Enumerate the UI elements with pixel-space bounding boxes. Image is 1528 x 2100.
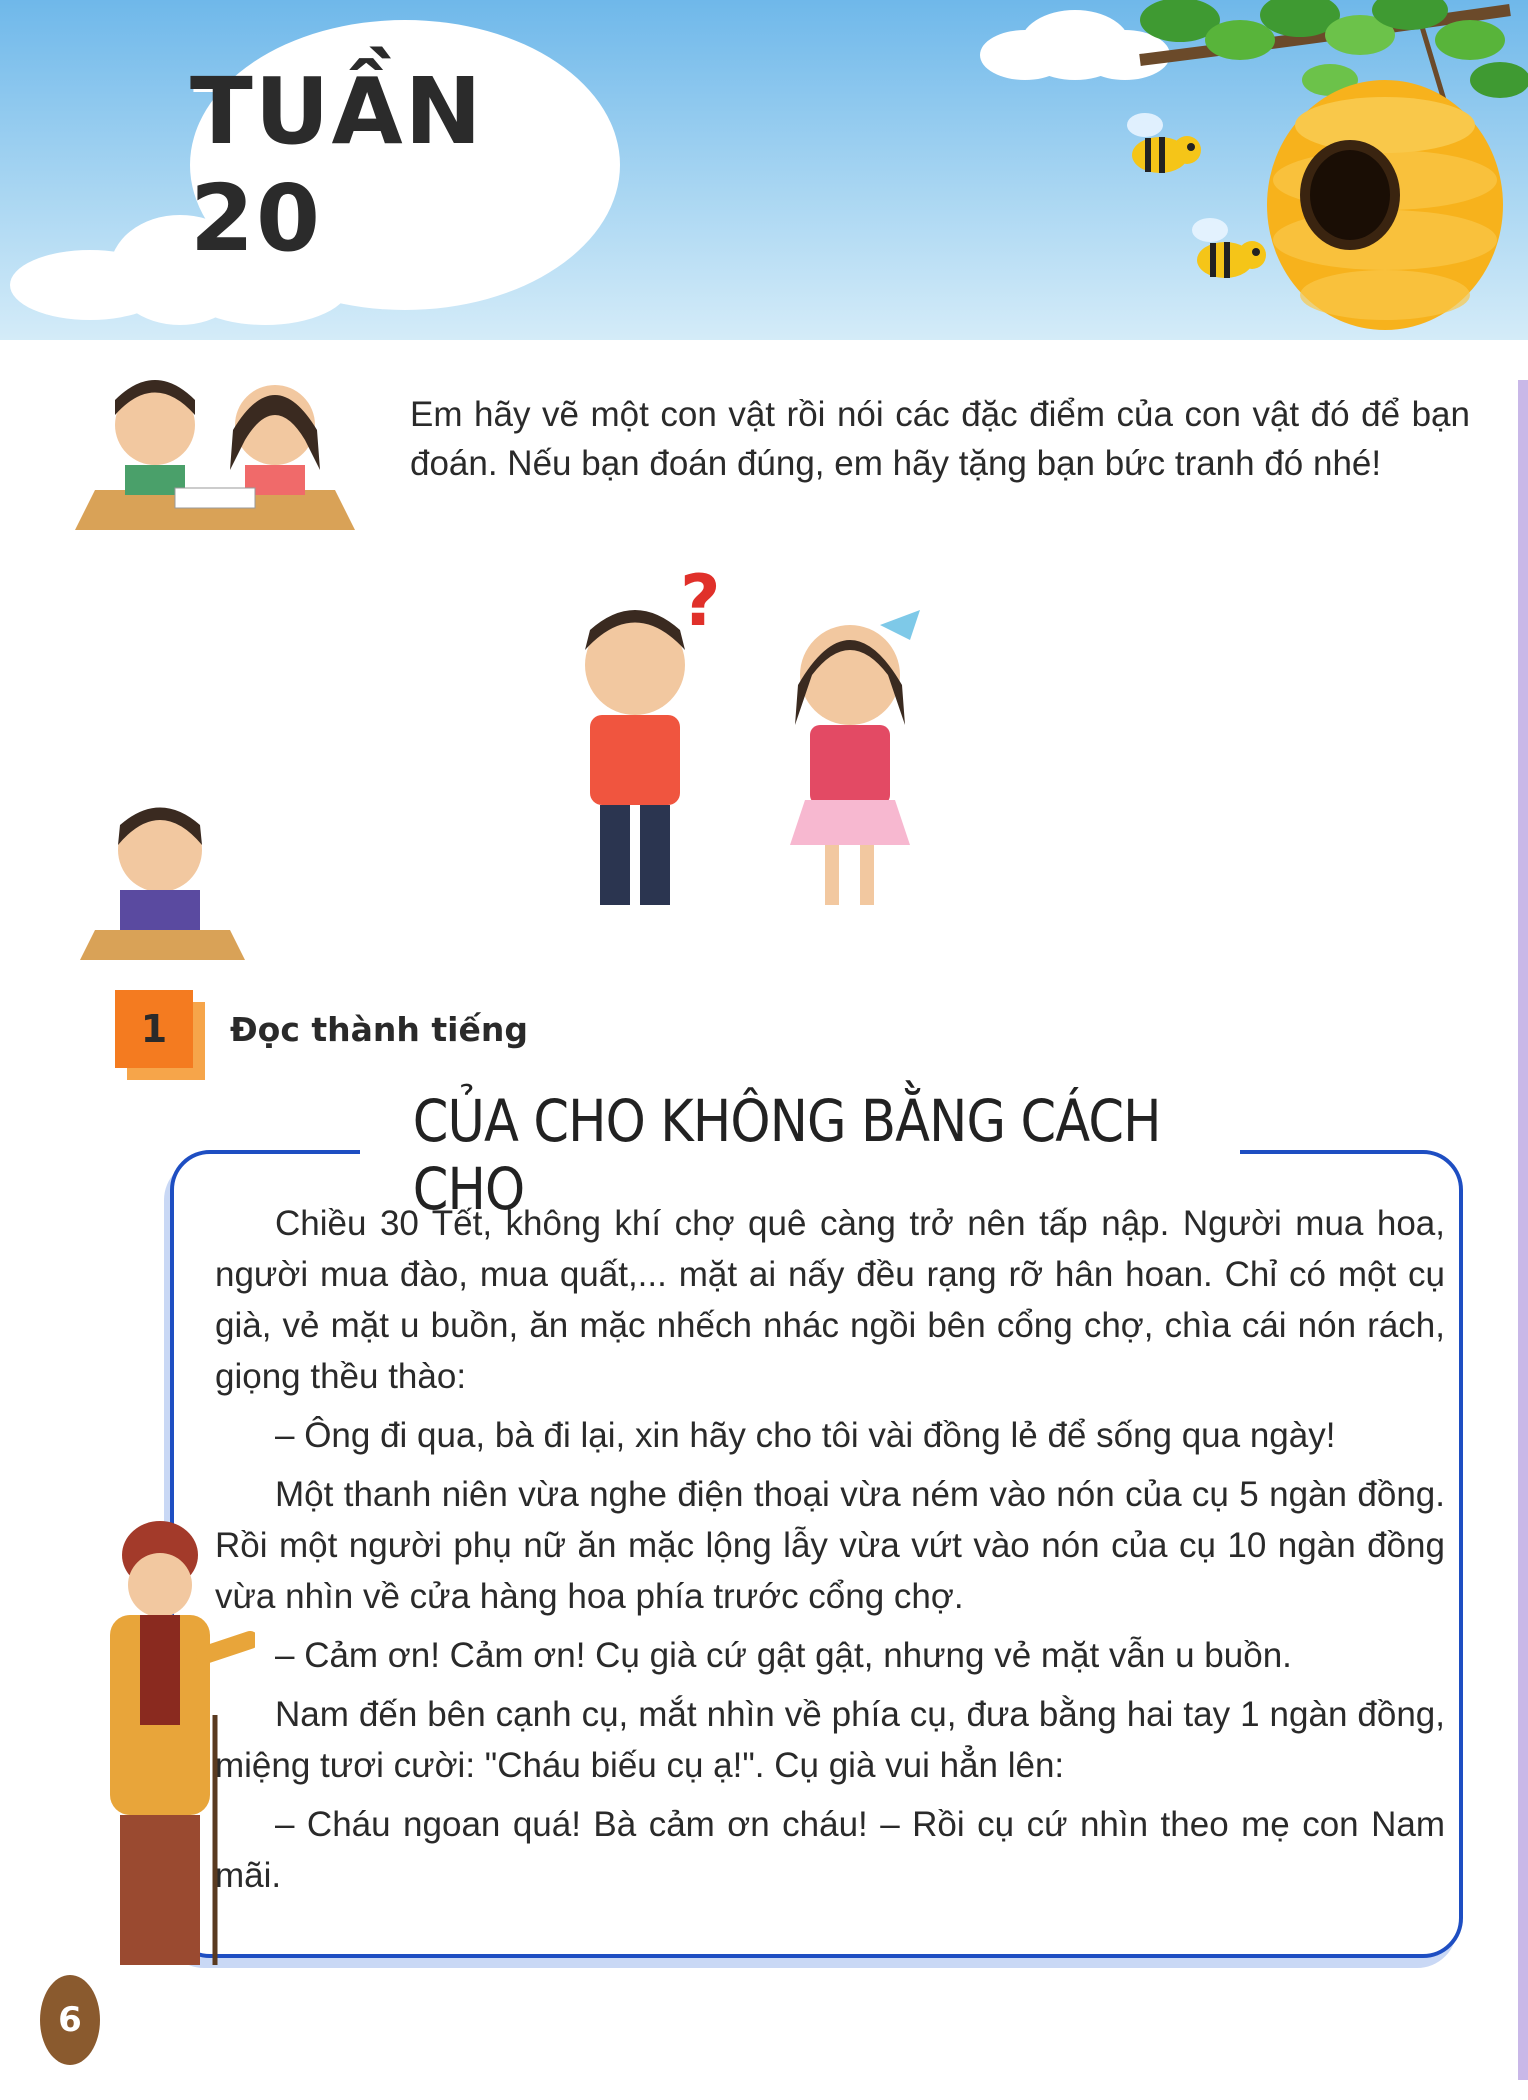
- page-edge: [1518, 380, 1528, 2080]
- story-paragraph: Chiều 30 Tết, không khí chợ quê càng trở nên tấp nập. Người mua hoa, người mua đào, mua quất,... mặt ai nấy đều rạng rỡ hân hoan. Chỉ có một cụ già, vẻ mặt u buồn, ăn mặc nhếch nhác ngồi bên cổng chợ, chìa cái nón rách, giọng thều thào:: [215, 1204, 1445, 1396]
- story-text: [215, 1198, 1445, 1909]
- story-paragraph: – Ông đi qua, bà đi lại, xin hãy cho tôi vài đồng lẻ để sống qua ngày!: [275, 1416, 1336, 1455]
- bee-icon: [1180, 210, 1270, 290]
- section-label: Đọc thành tiếng: [230, 1010, 528, 1049]
- story-title: CỦA CHO KHÔNG BẰNG CÁCH CHO: [412, 1087, 1161, 1223]
- section-number: 1: [140, 1007, 168, 1051]
- story-paragraph: – Cháu ngoan quá! Bà cảm ơn cháu! – Rồi cụ cứ nhìn theo mẹ con Nam mãi.: [215, 1805, 1445, 1895]
- page-title: TUẦN 20: [190, 58, 484, 272]
- title-cloud: [190, 20, 620, 310]
- kids-reading-icon: [65, 370, 365, 540]
- intro-instruction: Em hãy vẽ một con vật rồi nói các đặc điểm của con vật đó để bạn đoán. Nếu bạn đoán đúng, em hãy tặng bạn bức tranh đó nhé!: [410, 395, 1470, 483]
- header-banner: [0, 0, 1528, 350]
- bee-icon: [1115, 105, 1205, 185]
- story-title-wrap: [360, 1087, 1240, 1223]
- boy-reading-icon: [75, 800, 250, 965]
- story-paragraph: – Cảm ơn! Cảm ơn! Cụ già cứ gật gật, nhưng vẻ mặt vẫn u buồn.: [275, 1636, 1292, 1675]
- story-paragraph: Một thanh niên vừa nghe điện thoại vừa ném vào nón của cụ 5 ngàn đồng. Rồi một người phụ nữ ăn mặc lộng lẫy vừa vứt vào nón của cụ 10 ngàn đồng vừa nhìn về cửa hàng hoa phía trước cổng chợ.: [215, 1475, 1445, 1616]
- children-guessing-icon: [550, 555, 970, 915]
- page-number: 6: [58, 2000, 82, 2040]
- section-number-badge: [115, 990, 205, 1080]
- question-mark-icon: ?: [680, 560, 721, 642]
- old-woman-icon: [55, 1515, 255, 1975]
- story-paragraph: Nam đến bên cạnh cụ, mắt nhìn về phía cụ, đưa bằng hai tay 1 ngàn đồng, miệng tươi cười: "Cháu biếu cụ ạ!". Cụ già vui hẳn lên:: [215, 1695, 1445, 1785]
- beehive-icon: [1260, 55, 1510, 335]
- header-divider: [0, 340, 1528, 370]
- page-number-badge: [40, 1975, 100, 2065]
